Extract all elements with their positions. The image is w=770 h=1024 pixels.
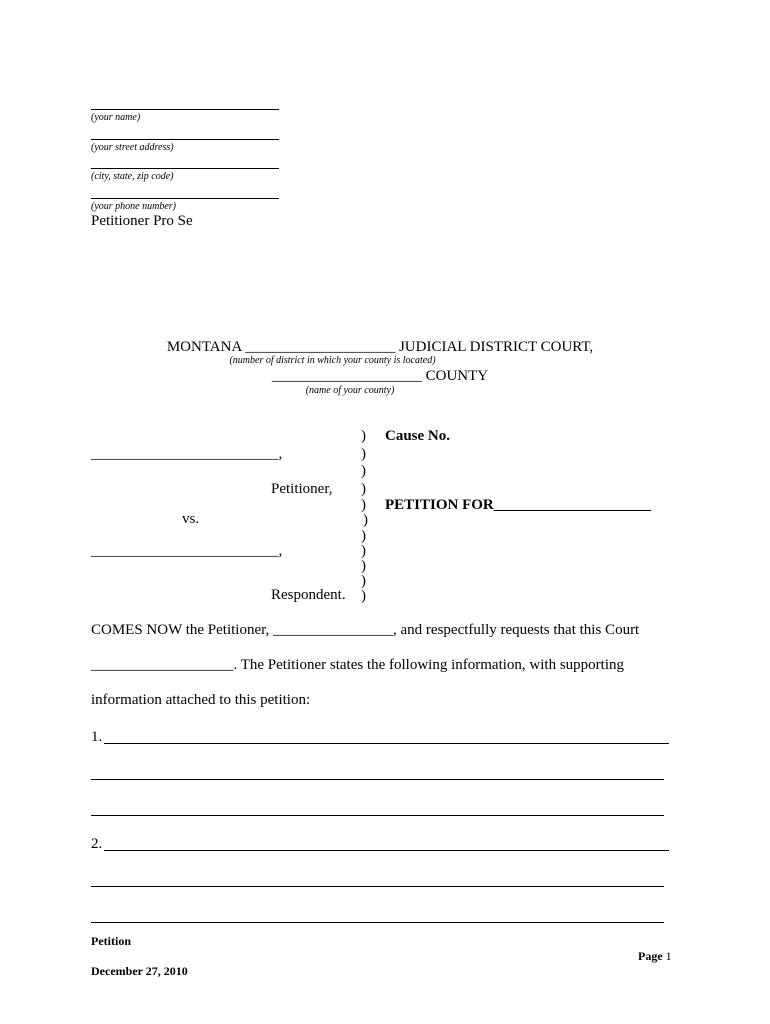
county-hint: (name of your county) [305,385,395,396]
caption-paren: ) [361,481,366,497]
street-address-hint: (your street address) [91,142,174,153]
item-2-number: 2. [91,836,103,852]
petition-for-label: PETITION FOR [385,497,494,513]
body-line-1: COMES NOW the Petitioner, ________________, and respectfully requests that this Court [91,622,640,638]
body-line-2: ___________________. The Petitioner states the following information, with supporting [91,657,625,673]
page-label: Page [638,949,663,963]
petitioner-label: Petitioner, [271,481,333,497]
phone-line[interactable] [91,198,279,199]
caption-paren: ) [361,497,366,513]
city-state-zip-line[interactable] [91,168,279,169]
body-line-3: information attached to this petition: [91,692,311,708]
vs-label: vs. [182,511,200,527]
street-address-line[interactable] [91,139,279,140]
phone-hint: (your phone number) [91,201,176,212]
district-hint: (number of district in which your county is located) [229,355,436,366]
footer-page [638,949,672,964]
caption-paren: ) [361,463,366,479]
name-line[interactable] [91,109,279,110]
caption-paren: ) [361,528,366,544]
name-hint: (your name) [91,112,141,123]
caption-paren: ) [361,573,366,589]
caption-paren: ) [363,512,368,528]
item-1-number: 1. [91,729,103,745]
caption-paren: ) [361,588,366,604]
item-2-line[interactable] [104,850,669,851]
petition-for-blank[interactable]: _____________________ [493,497,652,513]
item-2-continuation-line[interactable] [91,922,664,923]
caption-paren: ) [361,428,366,444]
respondent-name-blank[interactable]: _________________________, [91,543,283,559]
petitioner-pro-se-label: Petitioner Pro Se [91,213,193,229]
city-state-zip-hint: (city, state, zip code) [91,171,174,182]
petitioner-name-blank[interactable]: _________________________, [91,446,283,462]
court-heading: MONTANA ____________________ JUDICIAL DISTRICT COURT, [166,339,594,355]
item-1-continuation-line[interactable] [91,779,664,780]
caption-paren: ) [361,543,366,559]
footer-date: December 27, 2010 [91,964,188,978]
caption-paren: ) [361,446,366,462]
item-1-line[interactable] [104,743,669,744]
page-number: 1 [665,949,672,963]
item-2-continuation-line[interactable] [91,886,664,887]
county-heading: ____________________ COUNTY [271,368,489,384]
petition-for-heading [385,497,651,514]
item-1-continuation-line[interactable] [91,815,664,816]
cause-no-label: Cause No. [385,428,451,444]
caption-paren: ) [361,558,366,574]
respondent-label: Respondent. [271,587,346,603]
footer-title: Petition [91,934,131,948]
